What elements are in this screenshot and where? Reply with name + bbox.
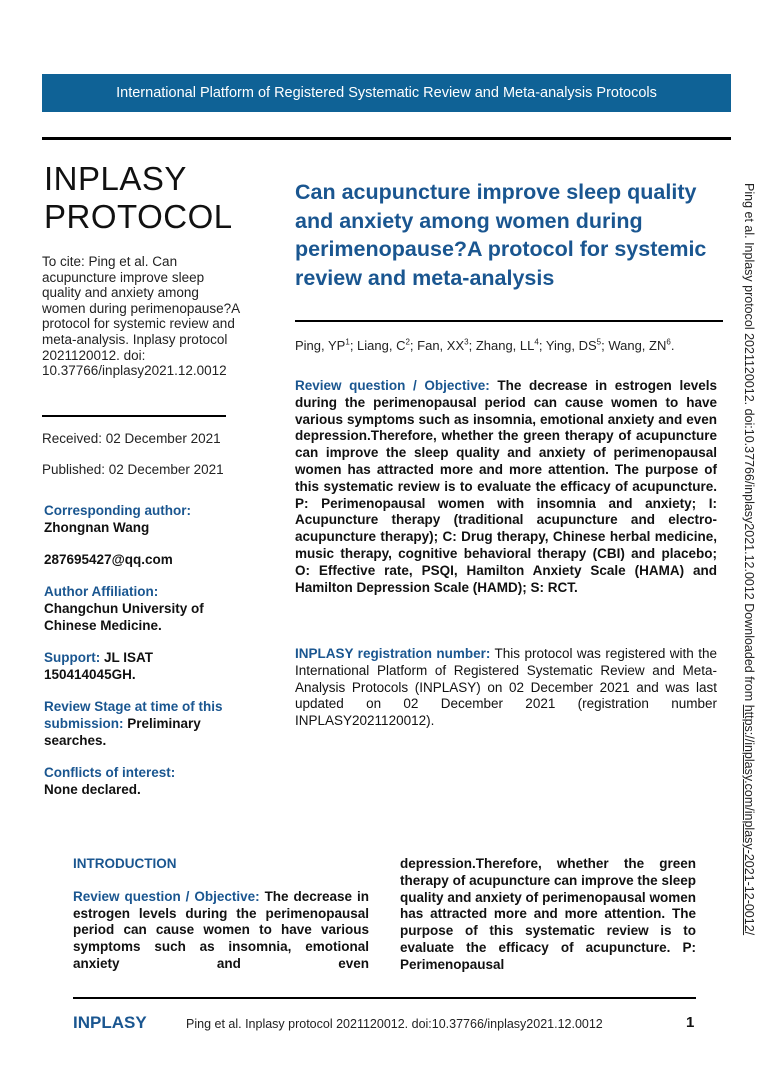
author-affiliation (44, 583, 244, 634)
page-number: 1 (686, 1014, 695, 1031)
download-note (742, 183, 756, 935)
intro-objective-label: Review question / Objective: (73, 888, 260, 904)
protocol-heading-line1: INPLASY (44, 160, 187, 197)
objective-label: Review question / Objective: (295, 378, 490, 393)
objective-paragraph (295, 378, 717, 596)
author: Zhang, $LL^4$; (475, 338, 546, 354)
received-date: Received: 02 December 2021 (42, 431, 221, 446)
corresponding-name: Zhongnan Wang (44, 520, 150, 535)
objective-text: The decrease in estrogen levels during the perimenopausal period can cause women to have various symptoms such as insomnia, emotional anxiety and even depression.Therefore, whether the green therapy of acupuncture can improve the sleep quality and anxiety of perimenopausal women has attracted more and more attention. The purpose of this systematic review is to evaluate the efficacy of acupuncture. P: Perimenopausal women with insomnia and anxiety; I: Acupuncture therapy (traditional acupuncture and electro-acupuncture therapy); C: Drug therapy, Chinese herbal medicine, music therapy, cognitive behavioral therapy (CBI) and placebo; O: Effective rate, PSQI, Hamilton Anxiety Scale (HAMA) and Hamilton Depression Scale (HAMD); S: RCT. (295, 378, 717, 595)
conflicts-value: None declared. (44, 782, 141, 797)
banner-text: International Platform of Registered Systematic Review and Meta-analysis Protocols (116, 85, 657, 101)
support-value: JL ISAT 150414045GH. (44, 650, 154, 682)
dates-block (42, 430, 224, 492)
citation-text: To cite: Ping et al. Can acupuncture improve sleep quality and anxiety among women during perimenopause?A protocol for systemic review and meta-analysis. Inplasy protocol 2021120012. doi: 10.37766/inplasy2021.12.0012 (42, 254, 240, 379)
author: Wang, $ZN^6$. (608, 338, 675, 354)
author: Fan, $XX^3$; (417, 338, 476, 354)
stage-value: Preliminary searches. (44, 716, 201, 748)
author: Ping, $YP^1$; (295, 338, 358, 354)
download-link[interactable]: https://inplasy.com/inplasy-2021-12-0012/ (742, 704, 756, 936)
published-date: Published: 02 December 2021 (42, 462, 224, 477)
top-divider (42, 137, 731, 140)
download-note-text: Ping et al. Inplasy protocol 2021120012. doi:10.37766/inplasy2021.12.0012 Downloaded from (742, 183, 756, 705)
corresponding-author (44, 502, 244, 536)
left-divider (42, 415, 226, 417)
footer-brand: INPLASY (73, 1013, 147, 1032)
author: Liang, $C^2$; (357, 338, 418, 354)
registration-label: INPLASY registration number: (295, 646, 491, 661)
title-divider (295, 320, 723, 322)
metadata-block (44, 502, 244, 813)
footer-divider (73, 997, 696, 999)
footer-citation: Ping et al. Inplasy protocol 2021120012. doi:10.37766/inplasy2021.12.0012 (186, 1017, 603, 1031)
introduction-text-left (73, 889, 369, 973)
stage-label: Review Stage at time of this submission: (44, 699, 223, 731)
author-email[interactable]: 287695427@qq.com (44, 552, 173, 567)
support-label: Support: (44, 650, 101, 665)
affiliation-value: Changchun University of Chinese Medicine. (44, 601, 204, 633)
review-stage (44, 698, 244, 749)
introduction-right-column: depression.Therefore, whether the green therapy of acupuncture can improve the sleep quality and anxiety of perimenopausal women has attracted more and more attention. The purpose of this systematic review is to evaluate the efficacy of acupuncture. P: Perimenopausal (400, 856, 696, 972)
registration-paragraph (295, 646, 717, 730)
affiliation-label: Author Affiliation: (44, 584, 159, 599)
conflicts-label: Conflicts of interest: (44, 765, 176, 780)
platform-banner (42, 74, 731, 112)
conflicts (44, 764, 244, 798)
intro-left-text: The decrease in estrogen levels during the perimenopausal period can cause women to have various symptoms such as insomnia, emotional anxiety and even (73, 888, 369, 971)
introduction-left-column (73, 856, 369, 973)
support (44, 649, 244, 683)
author: Ying, $DS^5$; (545, 338, 609, 354)
corresponding-label: Corresponding author: (44, 503, 191, 518)
author-list (295, 338, 674, 353)
registration-text: This protocol was registered with the International Platform of Registered Systematic Review and Meta-Analysis Protocols (INPLASY) on 02 December 2021 and was last updated on 02 December 2021 (registration number INPLASY2021120012). (295, 646, 717, 729)
paper-title: Can acupuncture improve sleep quality and anxiety among women during perimenopause?A protocol for systemic review and meta-analysis (295, 180, 707, 290)
left-column (42, 160, 242, 379)
introduction-heading: INTRODUCTION (73, 856, 177, 871)
protocol-heading-line2: PROTOCOL (44, 198, 233, 235)
protocol-heading (44, 160, 242, 236)
